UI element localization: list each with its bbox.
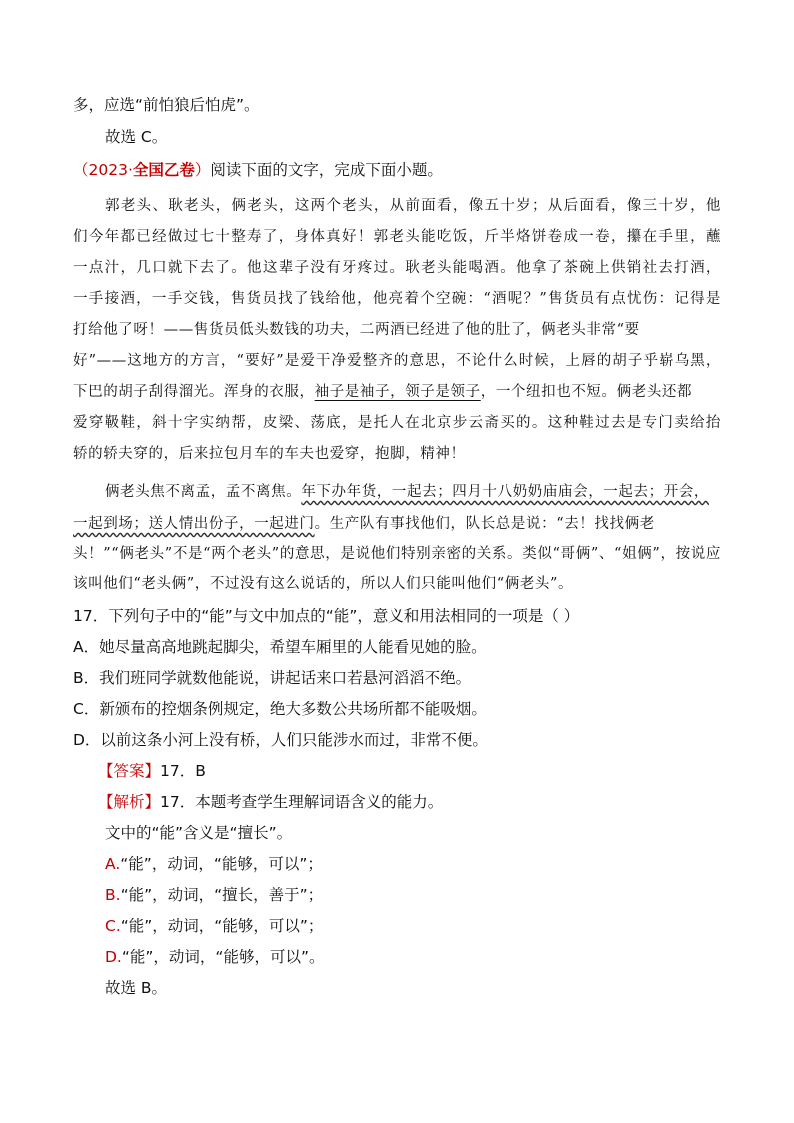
passage-fragment: ，一个纽扣也不短。俩老头还都 [480, 384, 693, 400]
passage-line: 一点汁，几口就下去了。他这辈子没有牙疼过。耿老头能喝酒。他拿了茶碗上供销社去打酒， [73, 260, 721, 276]
option-d: D．以前这条小河上没有桥，人们只能涉水而过，非常不便。 [73, 731, 488, 749]
passage-fragment: 俩老头焦不离孟，孟不离焦。 [105, 484, 302, 500]
passage-line: 们今年都已经做过七十整寿了，身体真好！郭老头能吃饭，斤半烙饼卷成一卷，攥在手里，蘸 [73, 229, 721, 245]
passage-wavy-underlined: 一起到场；送人情出份子，一起进门 [73, 516, 315, 532]
heading-source: 全国乙卷 [132, 161, 195, 179]
passage-line [73, 381, 692, 403]
passage-line: 轿的轿夫穿的，后来拉包月车的车夫也爱穿，抱脚，精神！ [73, 446, 466, 462]
passage-line: 好”——这地方的方言，“要好”是爱干净爱整齐的意思，不论什么时候，上唇的胡子乎崭乌黑， [73, 353, 721, 369]
passage-line: 郭老头、耿老头，俩老头，这两个老头，从前面看，像五十岁；从后面看，像三十岁，他 [105, 198, 721, 214]
passage-underlined: 袖子是袖子，领子是领子 [314, 384, 481, 400]
analysis-item-a [105, 853, 323, 875]
passage-fragment: 。生产队有事找他们，队长总是说：“去！找找俩老 [314, 516, 655, 532]
analysis-item-letter: C. [105, 917, 121, 935]
prev-conclusion [105, 126, 167, 148]
passage-line: 一手接酒，一手交钱，售货员找了钱给他，他亮着个空碗：“酒呢？”售货员有点忧伤：记得是 [73, 291, 721, 307]
prev-conclusion-text: 故选 C。 [105, 128, 168, 146]
analysis-item-d [105, 946, 325, 968]
passage-line: 该叫他们“老头俩”，不过没有这么说话的，所以人们只能叫他们“俩老头”。 [73, 576, 574, 592]
analysis-line [98, 791, 443, 813]
heading-close: ） [194, 161, 211, 179]
analysis-item-c [105, 915, 323, 937]
option-b: B．我们班同学就数他能说，讲起话来口若悬河滔滔不绝。 [73, 669, 472, 687]
heading-open: （2023· [73, 161, 133, 179]
passage-line: 头！”“俩老头”不是“两个老头”的意思，是说他们特别亲密的关系。类似“哥俩”、“姐俩”，按说应 [73, 546, 721, 562]
prev-answer-line: 多，应选“前怕狼后怕虎”。 [73, 96, 260, 114]
analysis-item-letter: A. [105, 855, 121, 873]
analysis-item-b [105, 884, 323, 906]
passage-fragment: 下巴的胡子刮得溜光。浑身的衣服， [73, 384, 315, 400]
passage-line [73, 513, 655, 535]
question-stem: 17．下列句子中的“能”与文中加点的“能”，意义和用法相同的一项是（ ） [73, 607, 580, 625]
answer-tag: 【答案】 [98, 762, 161, 780]
analysis-meaning: 文中的“能”含义是“擅长”。 [105, 824, 293, 842]
passage-line: 打给他了呀！——售货员低头数钱的功夫，二两酒已经进了他的肚了，俩老头非常“要 [73, 322, 640, 338]
analysis-item-text: “能”，动词，“能够，可以”； [120, 917, 324, 935]
option-a: A．她尽量高高地跳起脚尖，希望车厢里的人能看见她的脸。 [73, 638, 487, 656]
analysis-conclusion: 故选 B。 [105, 979, 168, 997]
option-c: C．新颁布的控烟条例规定，绝大多数公共场所都不能吸烟。 [73, 700, 487, 718]
answer-line [98, 760, 206, 782]
analysis-text: 17．本题考查学生理解词语含义的能力。 [160, 793, 444, 811]
passage-line [105, 481, 709, 503]
analysis-item-letter: B. [105, 886, 121, 904]
question-heading [73, 159, 443, 181]
passage-line: 爱穿靸鞋，斜十字实纳帮，皮梁、荡底，是托人在北京步云斋买的。这种鞋过去是专门卖给抬 [73, 415, 721, 431]
analysis-item-text: “能”，动词，“能够，可以”； [120, 855, 323, 873]
analysis-tag: 【解析】 [98, 793, 161, 811]
passage-wavy-underlined: 年下办年货，一起去；四月十八奶奶庙庙会，一起去；开会， [301, 484, 710, 500]
heading-text: 阅读下面的文字，完成下面小题。 [210, 161, 443, 179]
answer-value: 17．B [160, 762, 206, 780]
analysis-item-text: “能”，动词，“能够，可以”。 [121, 948, 325, 966]
analysis-item-letter: D. [105, 948, 122, 966]
analysis-item-text: “能”，动词，“擅长，善于”； [120, 886, 324, 904]
